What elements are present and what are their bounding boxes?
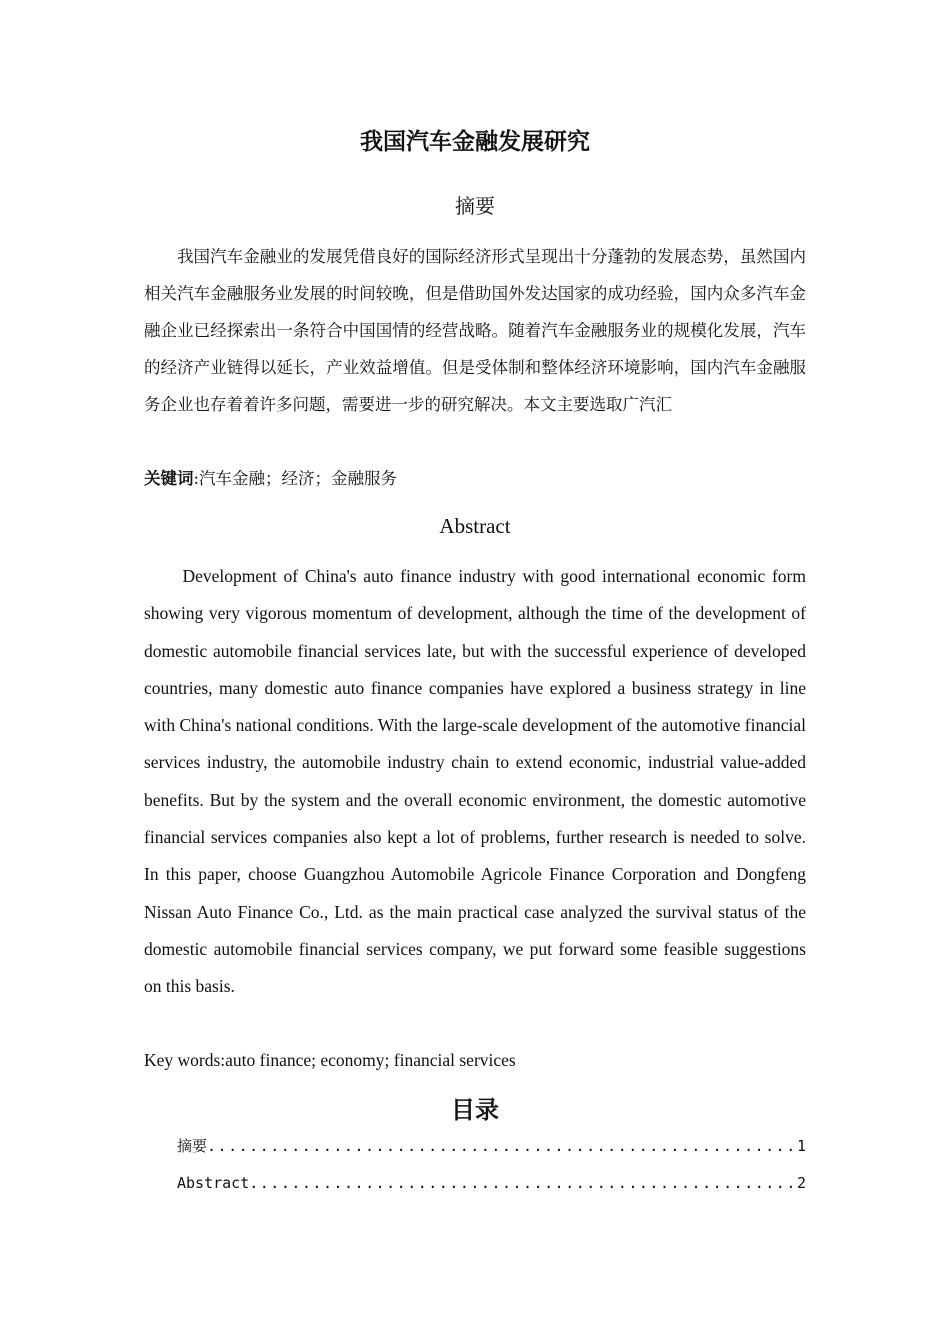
toc-entry-page: 1: [796, 1137, 806, 1155]
toc-entry-abstract-cn[interactable]: [177, 1128, 806, 1165]
toc-entry-abstract-en[interactable]: [177, 1165, 806, 1202]
abstract-cn-heading: 摘要: [455, 194, 495, 218]
toc-entry-label: 摘要: [177, 1137, 208, 1155]
keywords-cn-label: 关键词: [144, 469, 194, 488]
abstract-cn-body: 我国汽车金融业的发展凭借良好的国际经济形式呈现出十分蓬勃的发展态势，虽然国内相关汽车金融服务业发展的时间较晚，但是借助国外发达国家的成功经验，国内众多汽车金融企业已经探索出一条符合中国国情的经营战略。随着汽车金融服务业的规模化发展，汽车的经济产业链得以延长，产业效益增值。但是受体制和整体经济环境影响，国内汽车金融服务企业也存着着许多问题，需要进一步的研究解决。本文主要选取广汽汇: [144, 247, 806, 414]
abstract-en-body: Development of China's auto finance industry with good international economic form showing very vigorous momentum of development, although the time of the development of domestic automobile financial services late, but with the successful experience of developed countries, many domestic auto finance companies have explored a business strategy in line with China's national conditions. With the large-scale development of the automotive financial services industry, the automobile industry chain to extend economic, industrial value-added benefits. But by the system and the overall economic environment, the domestic automotive financial services companies also kept a lot of problems, further research is needed to solve. In this paper, choose Guangzhou Automobile Agricole Finance Corporation and Dongfeng Nissan Auto Finance Co., Ltd. as the main practical case analyzed the survival status of the domestic automobile financial services company, we put forward some feasible suggestions on this basis.: [144, 566, 806, 997]
abstract-en-heading: Abstract: [439, 514, 511, 538]
document-title: 我国汽车金融发展研究: [360, 129, 590, 155]
toc-entry-page: 2: [796, 1174, 806, 1192]
toc-heading: 目录: [451, 1096, 499, 1124]
toc-leader-dots: [249, 1165, 797, 1202]
keywords-en: Key words:auto finance; economy; financial services: [144, 1050, 516, 1070]
keywords-cn-values: :汽车金融；经济；金融服务: [193, 469, 398, 488]
table-of-contents: [177, 1128, 806, 1202]
toc-leader-dots: [207, 1128, 797, 1165]
toc-entry-label: Abstract: [177, 1174, 250, 1192]
keywords-cn: [144, 460, 806, 497]
